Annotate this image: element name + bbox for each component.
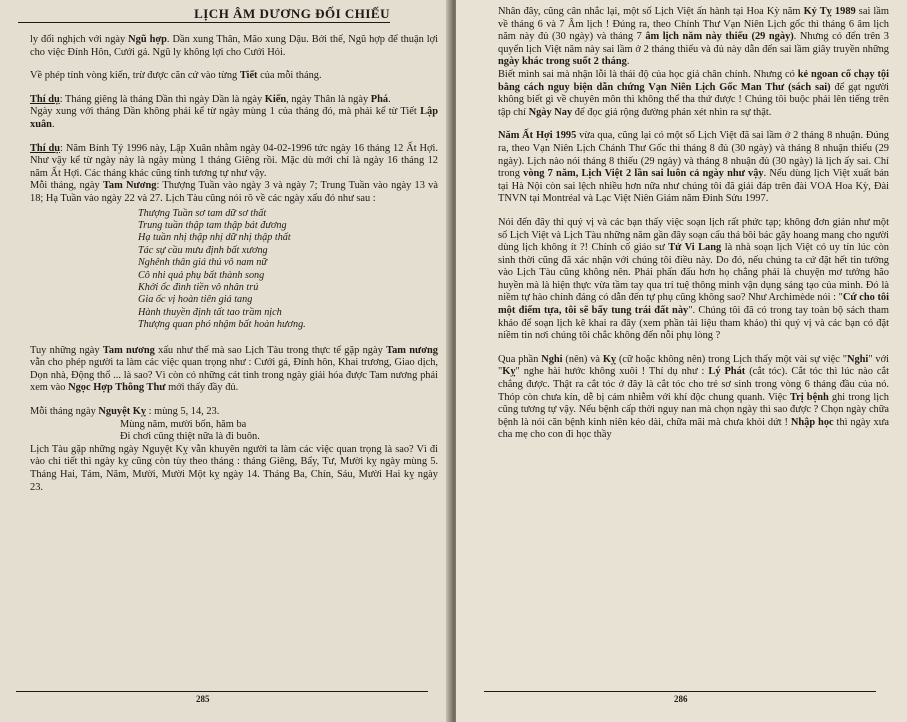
paragraph: Mỗi tháng ngày Nguyệt Kỵ : mùng 5, 14, 23. (30, 405, 220, 417)
example-paragraph: Thí dụ: Tháng giêng là tháng Dần thì ngày Dần là ngày Kiến, ngày Thân là ngày Phá. (30, 93, 391, 105)
left-page (0, 0, 452, 722)
paragraph: Về phép tính vòng kiến, trừ được căn cứ vào từng Tiết của mỗi tháng. (30, 70, 322, 82)
poem-line: Trung tuần thập tam thập bát đương (138, 219, 287, 231)
paragraph: Nói đến đây thì quý vị và các bạn thấy việc soạn lịch rất phức tạp; không đơn giản như một số Lịch Việt và Lịch Tàu những năm gần đây soạn cẩu thả bôi bác gây hoang mang cho người dùng lịch không ít ?! Chính cố giáo sư Tử Vi Lang là nhà soạn lịch Việt có uy tín lúc còn sinh thời cũng đã xác nhận với chúng tôi điều này. Do đó, nếu chúng ta cứ đặt hết tin tưởng vào Lịch Tàu cũng không nên. Phải phấn đấu hơn họ chẳng phải là chuyện mơ tưởng hão huyền mà là hiện thực vừa tầm tay qua trí tuệ thông minh vận dụng sáng tạo của mình. Đó là niềm tự hào chính đáng có dẫn đến tự phụ cũng không sao? Như Archimède nói : "Cứ cho tôi một điểm tựa, tôi sẽ bẩy tung trái đất này". Chúng tôi đã có trong tay toàn bộ sách tham khảo để soạn lịch kê khai ra đây (xem phần tài liệu tham khảo) thì quý vị và các bạn có đặt niềm tin nơi chúng tôi chắc không đến nỗi phụ lòng ? (498, 216, 890, 342)
example-paragraph: Thí dụ: Năm Bính Tý 1996 này, Lập Xuân nhằm ngày 04-02-1996 tức ngày 16 tháng 12 Ất Hợi. Như vậy kể từ ngày này là ngày mùng 1 tháng Giêng rồi. Mặc dù mới chỉ là ngày 16 tháng 12 năm Ất Hợi. Các tháng khác cũng tính tương tự như vậy. (30, 142, 438, 179)
paragraph: Ngày xung với tháng Dần không phải kể từ ngày mùng 1 của tháng đó, mà phải kể từ Tiết Lập xuân. (30, 106, 438, 130)
right-page (456, 0, 907, 722)
paragraph: Mỗi tháng, ngày Tam Nương: Thượng Tuần vào ngày 3 và ngày 7; Trung Tuần vào ngày 13 và 18; Hạ Tuần vào ngày 22 và 27. Lịch Tàu cũng nói rõ về các ngày xấu đó như sau : (30, 180, 438, 204)
paragraph: Tuy những ngày Tam nương xấu như thế mà sao Lịch Tàu trong thực tế gặp ngày Tam nương vẫn cho phép người ta làm các việc quan trọng như : Cưới gả, Đính hôn, Khai trương, Giao dịch, Dọn nhà, Động thổ ... là sao? Vì còn có những cát tinh trong ngày giải hóa được Tam nương phải xem vào Ngọc Hợp Thông Thư mới thấy đầy đủ. (30, 344, 438, 394)
poem-line: Gia ốc vị hoàn tiên giá tang (138, 294, 253, 306)
verse-line: Đi chơi cũng thiệt nữa là đi buôn. (120, 431, 260, 443)
verse-line: Mùng năm, mười bốn, hăm ba (120, 418, 247, 430)
poem-line: Cô nhi quả phụ bất thành song (138, 269, 265, 281)
paragraph: Năm Ất Hợi 1995 vừa qua, cũng lại có một số Lịch Việt đã sai lầm ở 2 tháng 8 nhuận. Đúng ra, theo Vạn Niên Lịch Chánh Thư Gốc thì tháng 8 đủ (30 ngày) và tháng 8 nhuận thiếu (29 ngày). Lịch nào nói tháng 8 thiếu (29 ngày) và tháng 8 nhuận đủ (30 ngày) là lịch ấy sai. Chỉ trong vòng 7 năm, Lịch Việt 2 lần sai luôn cả ngày như vậy. Nếu dùng lịch Việt xuất bản tại Hà Nội còn sai lệch nhiều hơn nữa như chúng tôi đã giải đáp trên đài VOA Hoa Kỳ, Đài TNVN tại Montréal và Lạc Việt Niên Giám năm Đinh Sửu 1997. (498, 130, 890, 205)
poem-line: Khởi ốc đình tiền vô nhân trú (138, 281, 259, 293)
poem-line: Hành thuyền định tất tao trầm nịch (138, 306, 282, 318)
paragraph: Qua phần Nghi (nên) và Kỵ (cữ hoặc không nên) trong Lịch thấy một vài sự việc "Nghi" với "Kỵ" nghe hài hước không xuôi ! Thí dụ như : Lý Phát (cắt tóc). Cắt tóc thì lúc nào cắt chẳng được. Thật ra cắt tóc ở đây là cắt tóc cho trẻ sơ sinh trong vòng 6 tháng đầu của nó. Thóp còn chưa kín, dễ bị cảm nhiễm với khí độc chung quanh. Việc Trị bệnh ghi trong lịch cũng tương tự vậy. Nếu bệnh cấp thời nguy nan mà chọn ngày thì sao được ? Chọn ngày chữa bệnh là nói căn bệnh kinh niên kéo dài, chữa mãi mà chưa khỏi dứt ! Nhập học thì ngày xưa cha mẹ cho con đi học thầy (498, 353, 889, 441)
paragraph: Biết mình sai mà nhận lỗi là thái độ của học giả chân chính. Nhưng có kẻ ngoan cố chạy tội bằng cách nguy biện dẫn chứng Vạn Niên Lịch Gốc Man Thư (sách sai) để gạt người không biết gì về chuyên môn thì không thể tha thứ được ! Chúng tôi buộc phải lên tiếng trên tập chí Ngày Nay để đọc giả rộng đường phán xét nhìn ra sự thật. (498, 68, 890, 118)
paragraph: Lịch Tàu gặp những ngày Nguyệt Kỵ vẫn khuyên người ta làm các việc quan trọng là sao? Vì đi vào chi tiết thì ngày kỵ cũng còn tùy theo tháng : tháng Giêng, Bẩy, Tư, Mười kỵ ngày mùng 5. Tháng Hai, Tám, Năm, Mười, Mười Một kỵ ngày 14. Tháng Ba, Chín, Sáu, Mười Hai kỵ ngày 23. (30, 443, 438, 493)
poem-line: Hạ tuần nhị thập nhị dữ nhị thập thất (138, 232, 291, 244)
poem-line: Thượng quan phó nhậm bất hoàn hương. (138, 319, 306, 331)
poem-line: Tác sự cầu mưu định bất xương (138, 244, 268, 256)
running-header (18, 0, 390, 23)
page-number: 286 (674, 694, 688, 704)
page-number: 285 (196, 694, 210, 704)
paragraph: Nhân đây, cũng cân nhắc lại, một số Lịch Việt ấn hành tại Hoa Kỳ năm Kỷ Tỵ 1989 sai lầm về tháng 6 và 7 Âm lịch ! Đúng ra, theo Chính Thư Vạn Niên Lịch gốc thì tháng 6 âm lịch năm này đủ (30 ngày) và tháng 7 âm lịch năm này thiếu (29 ngày). Nhưng có đến trên 3 quyển lịch Việt năm này sai lầm ở 2 tháng thiếu và đủ này dẫn đến sai lầm giây truyền những ngày khác trong suốt 2 tháng. (498, 6, 890, 68)
poem-line: Nghênh thân giá thú vô nam nữ (138, 257, 267, 269)
poem-line: Thượng Tuần sơ tam dữ sơ thất (138, 207, 267, 219)
paragraph: ly đối nghịch với ngày Ngũ hợp. Dần xung Thân, Mão xung Dậu. Bởi thế, Ngũ hợp để thuận lợi cho việc Đính Hôn, Cưới gả. Ngũ ly không lợi cho Cưới Hỏi. (30, 34, 439, 58)
poem-block (138, 208, 438, 332)
header-title: LỊCH ÂM DƯƠNG ĐỐI CHIẾU (194, 6, 390, 21)
page-footer (484, 691, 876, 706)
page-footer (16, 691, 428, 706)
